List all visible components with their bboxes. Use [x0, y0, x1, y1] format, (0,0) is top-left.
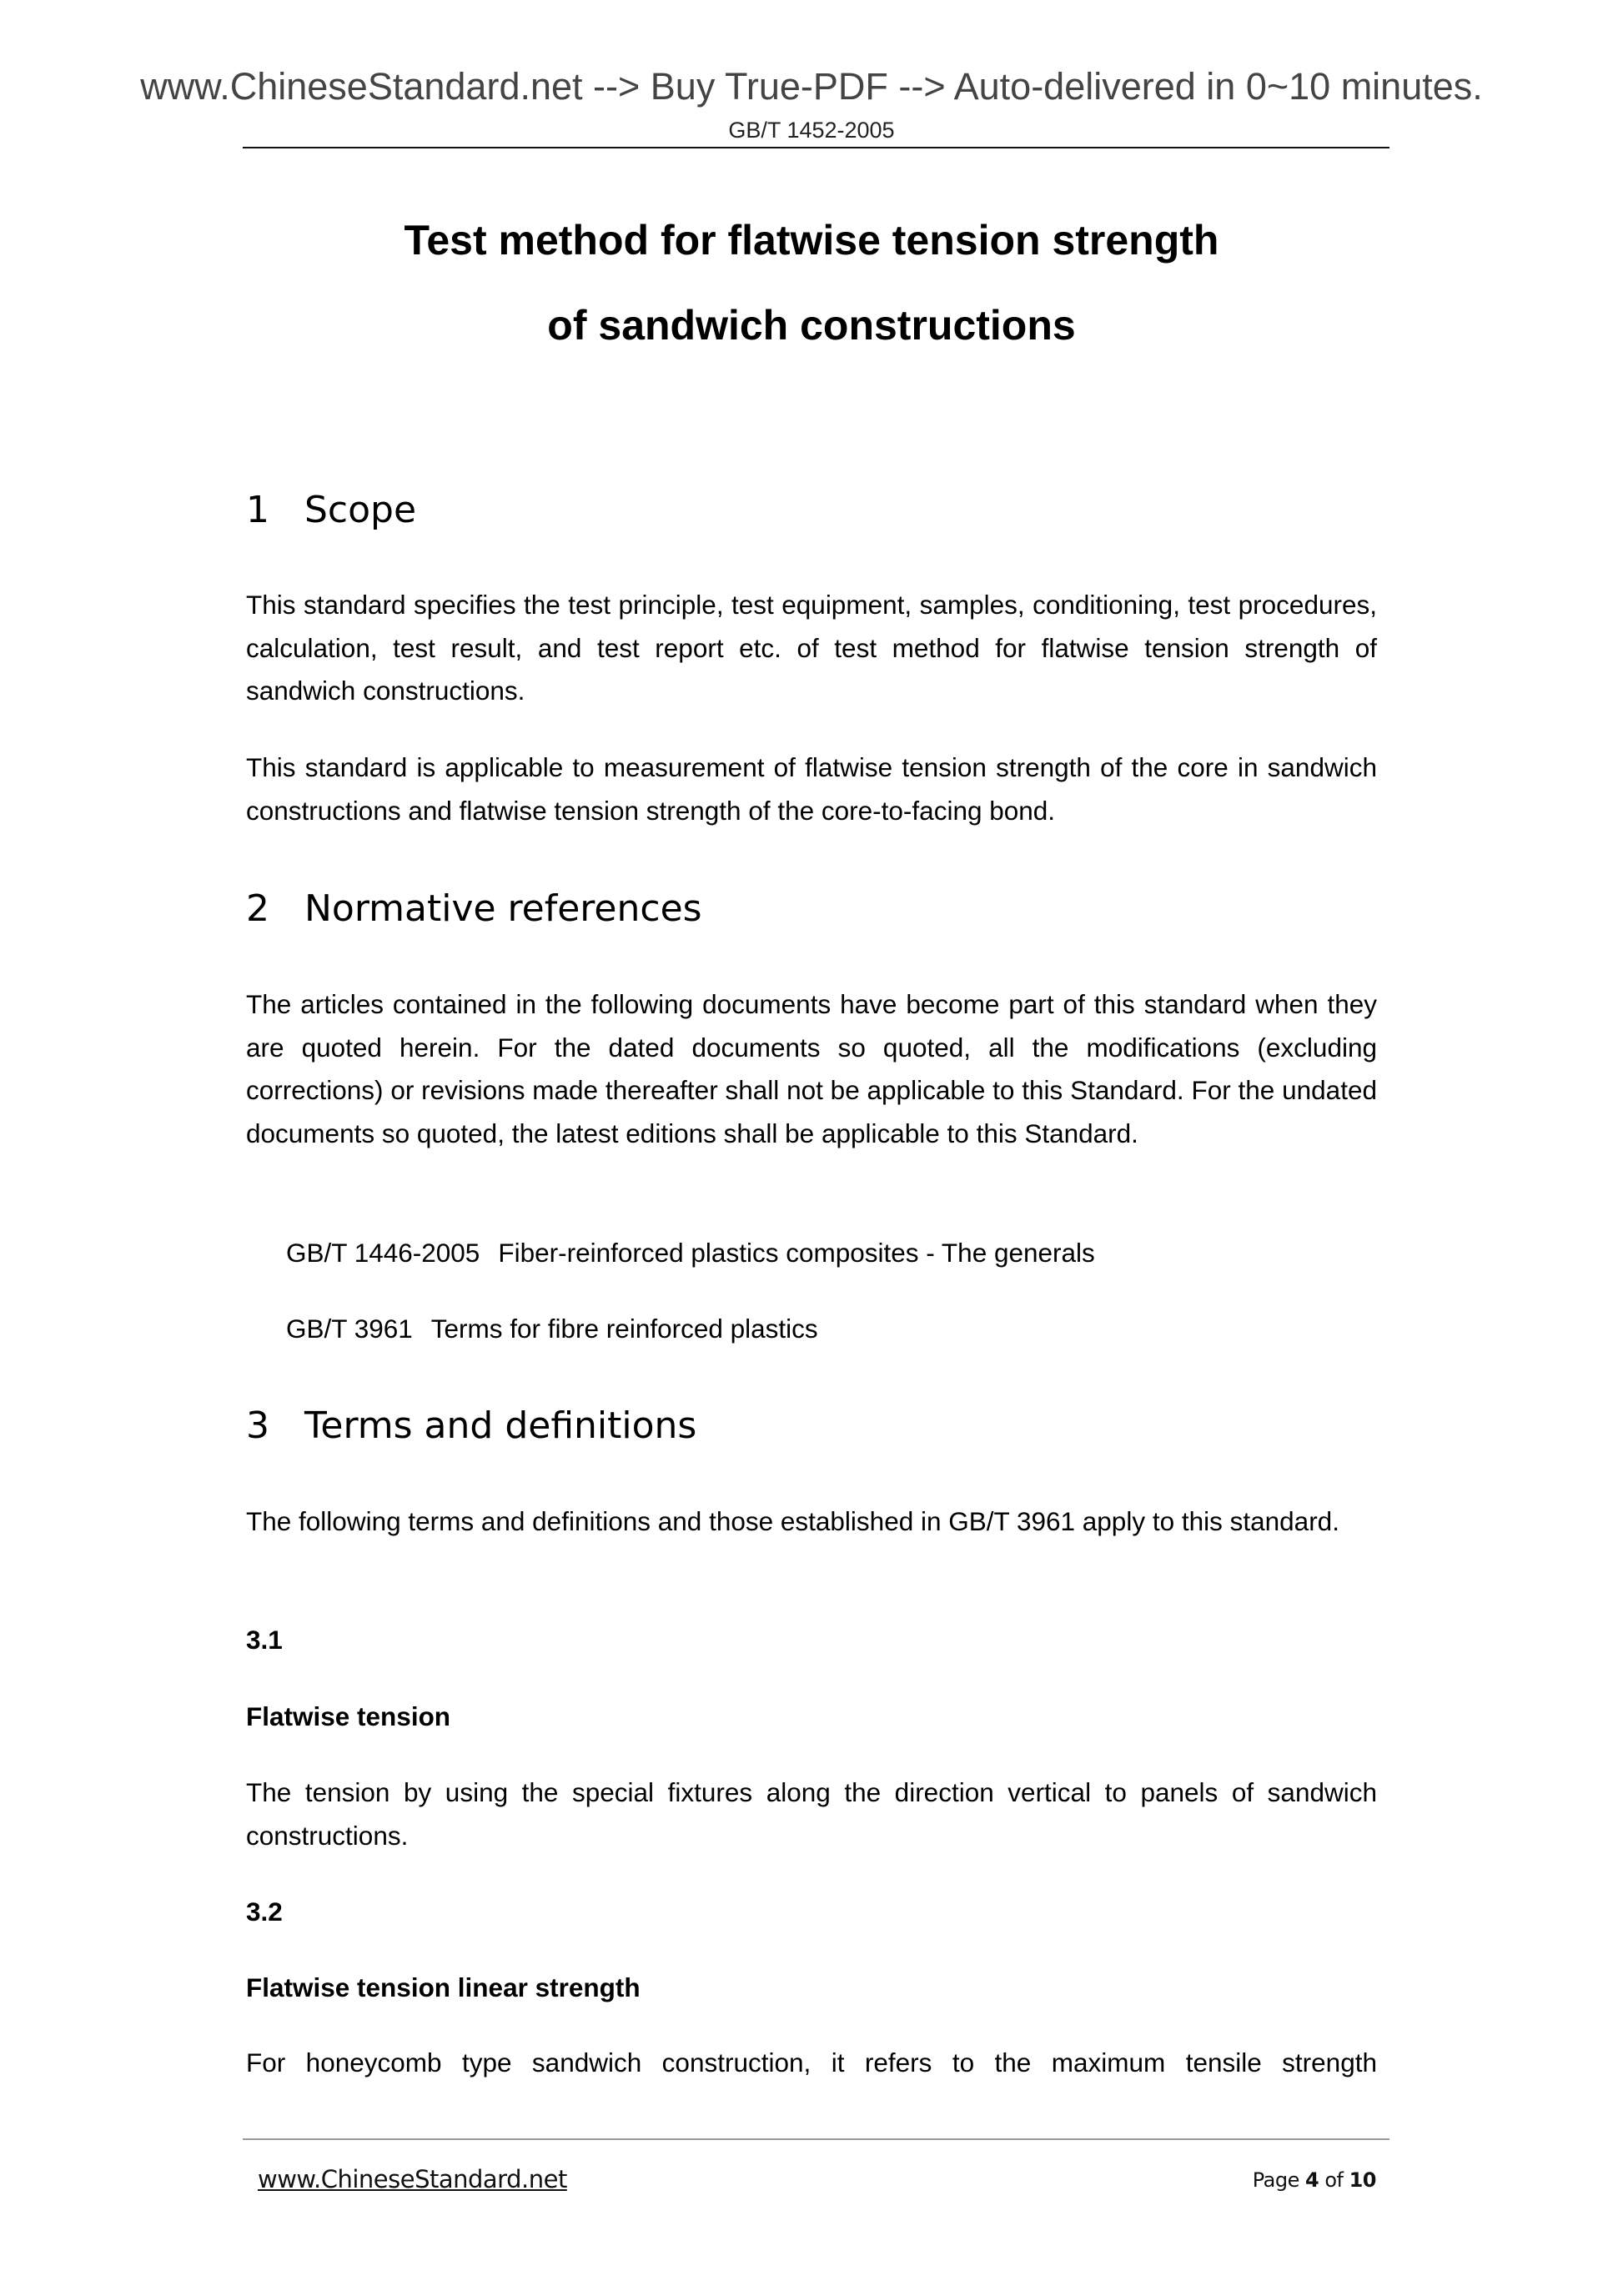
reference-title: Fiber-reinforced plastics composites - The generals — [498, 1238, 1095, 1268]
section-heading-scope — [246, 488, 416, 533]
section-number: 1 — [246, 489, 269, 531]
footer-divider — [243, 2138, 1389, 2140]
normative-references-paragraph: The articles contained in the following documents have become part of this standard when they are quoted herein. For the dated documents so quoted, all the modifications (excluding corrections) or revisions made thereafter shall not be applicable to this Standard. For the undated documents so quoted, the latest editions shall be applicable to this Standard. — [246, 989, 1377, 1148]
reference-code: GB/T 1446-2005 — [286, 1238, 480, 1268]
term-name: Flatwise tension linear strength — [246, 1972, 641, 2002]
section-number: 3 — [246, 1404, 269, 1447]
scope-paragraph-2: This standard is applicable to measurement of flatwise tension strength of the core in sandwich constructions and flatwise tension strength of the core-to-facing bond. — [246, 752, 1377, 826]
reference-item — [286, 1236, 1095, 1269]
section-title: Scope — [304, 489, 417, 531]
term-number: 3.1 — [246, 1625, 283, 1655]
term-name: Flatwise tension — [246, 1701, 451, 1731]
document-id: GB/T 1452-2005 — [728, 118, 895, 143]
section-title: Terms and definitions — [304, 1404, 697, 1447]
terms-intro-paragraph: The following terms and definitions and those established in GB/T 3961 apply to this standard. — [246, 1506, 1339, 1536]
scope-paragraph-1: This standard specifies the test principle, test equipment, samples, conditioning, test procedures, calculation, test result, and test report etc. of test method for flatwise tension strength of sandwich constructions. — [246, 590, 1377, 706]
reference-item — [286, 1312, 818, 1345]
term-definition: For honeycomb type sandwich construction, it refers to the maximum tensile strength — [246, 2047, 1377, 2077]
term-number: 3.2 — [246, 1897, 283, 1927]
document-title-line-2: of sandwich constructions — [547, 302, 1076, 349]
section-heading-normative-references — [246, 887, 702, 932]
reference-code: GB/T 3961 — [286, 1314, 413, 1344]
term-definition: The tension by using the special fixtures along the direction vertical to panels of sandwich constructions. — [246, 1777, 1377, 1851]
section-title: Normative references — [304, 887, 702, 930]
total-pages: 10 — [1349, 2168, 1376, 2192]
current-page: 4 — [1305, 2168, 1319, 2192]
page-of-label: of — [1319, 2168, 1349, 2192]
reference-title: Terms for fibre reinforced plastics — [430, 1314, 818, 1344]
purchase-banner: www.ChineseStandard.net --> Buy True-PDF --> Auto-delivered in 0~10 minutes. — [140, 65, 1483, 108]
document-title-line-1: Test method for flatwise tension strength — [404, 217, 1219, 264]
footer-website-link[interactable]: www.ChineseStandard.net — [258, 2165, 567, 2193]
page-indicator — [1209, 2167, 1376, 2193]
section-heading-terms-and-definitions — [246, 1404, 696, 1449]
section-number: 2 — [246, 887, 269, 930]
page-label: Page — [1252, 2168, 1305, 2192]
header-divider — [243, 147, 1389, 148]
